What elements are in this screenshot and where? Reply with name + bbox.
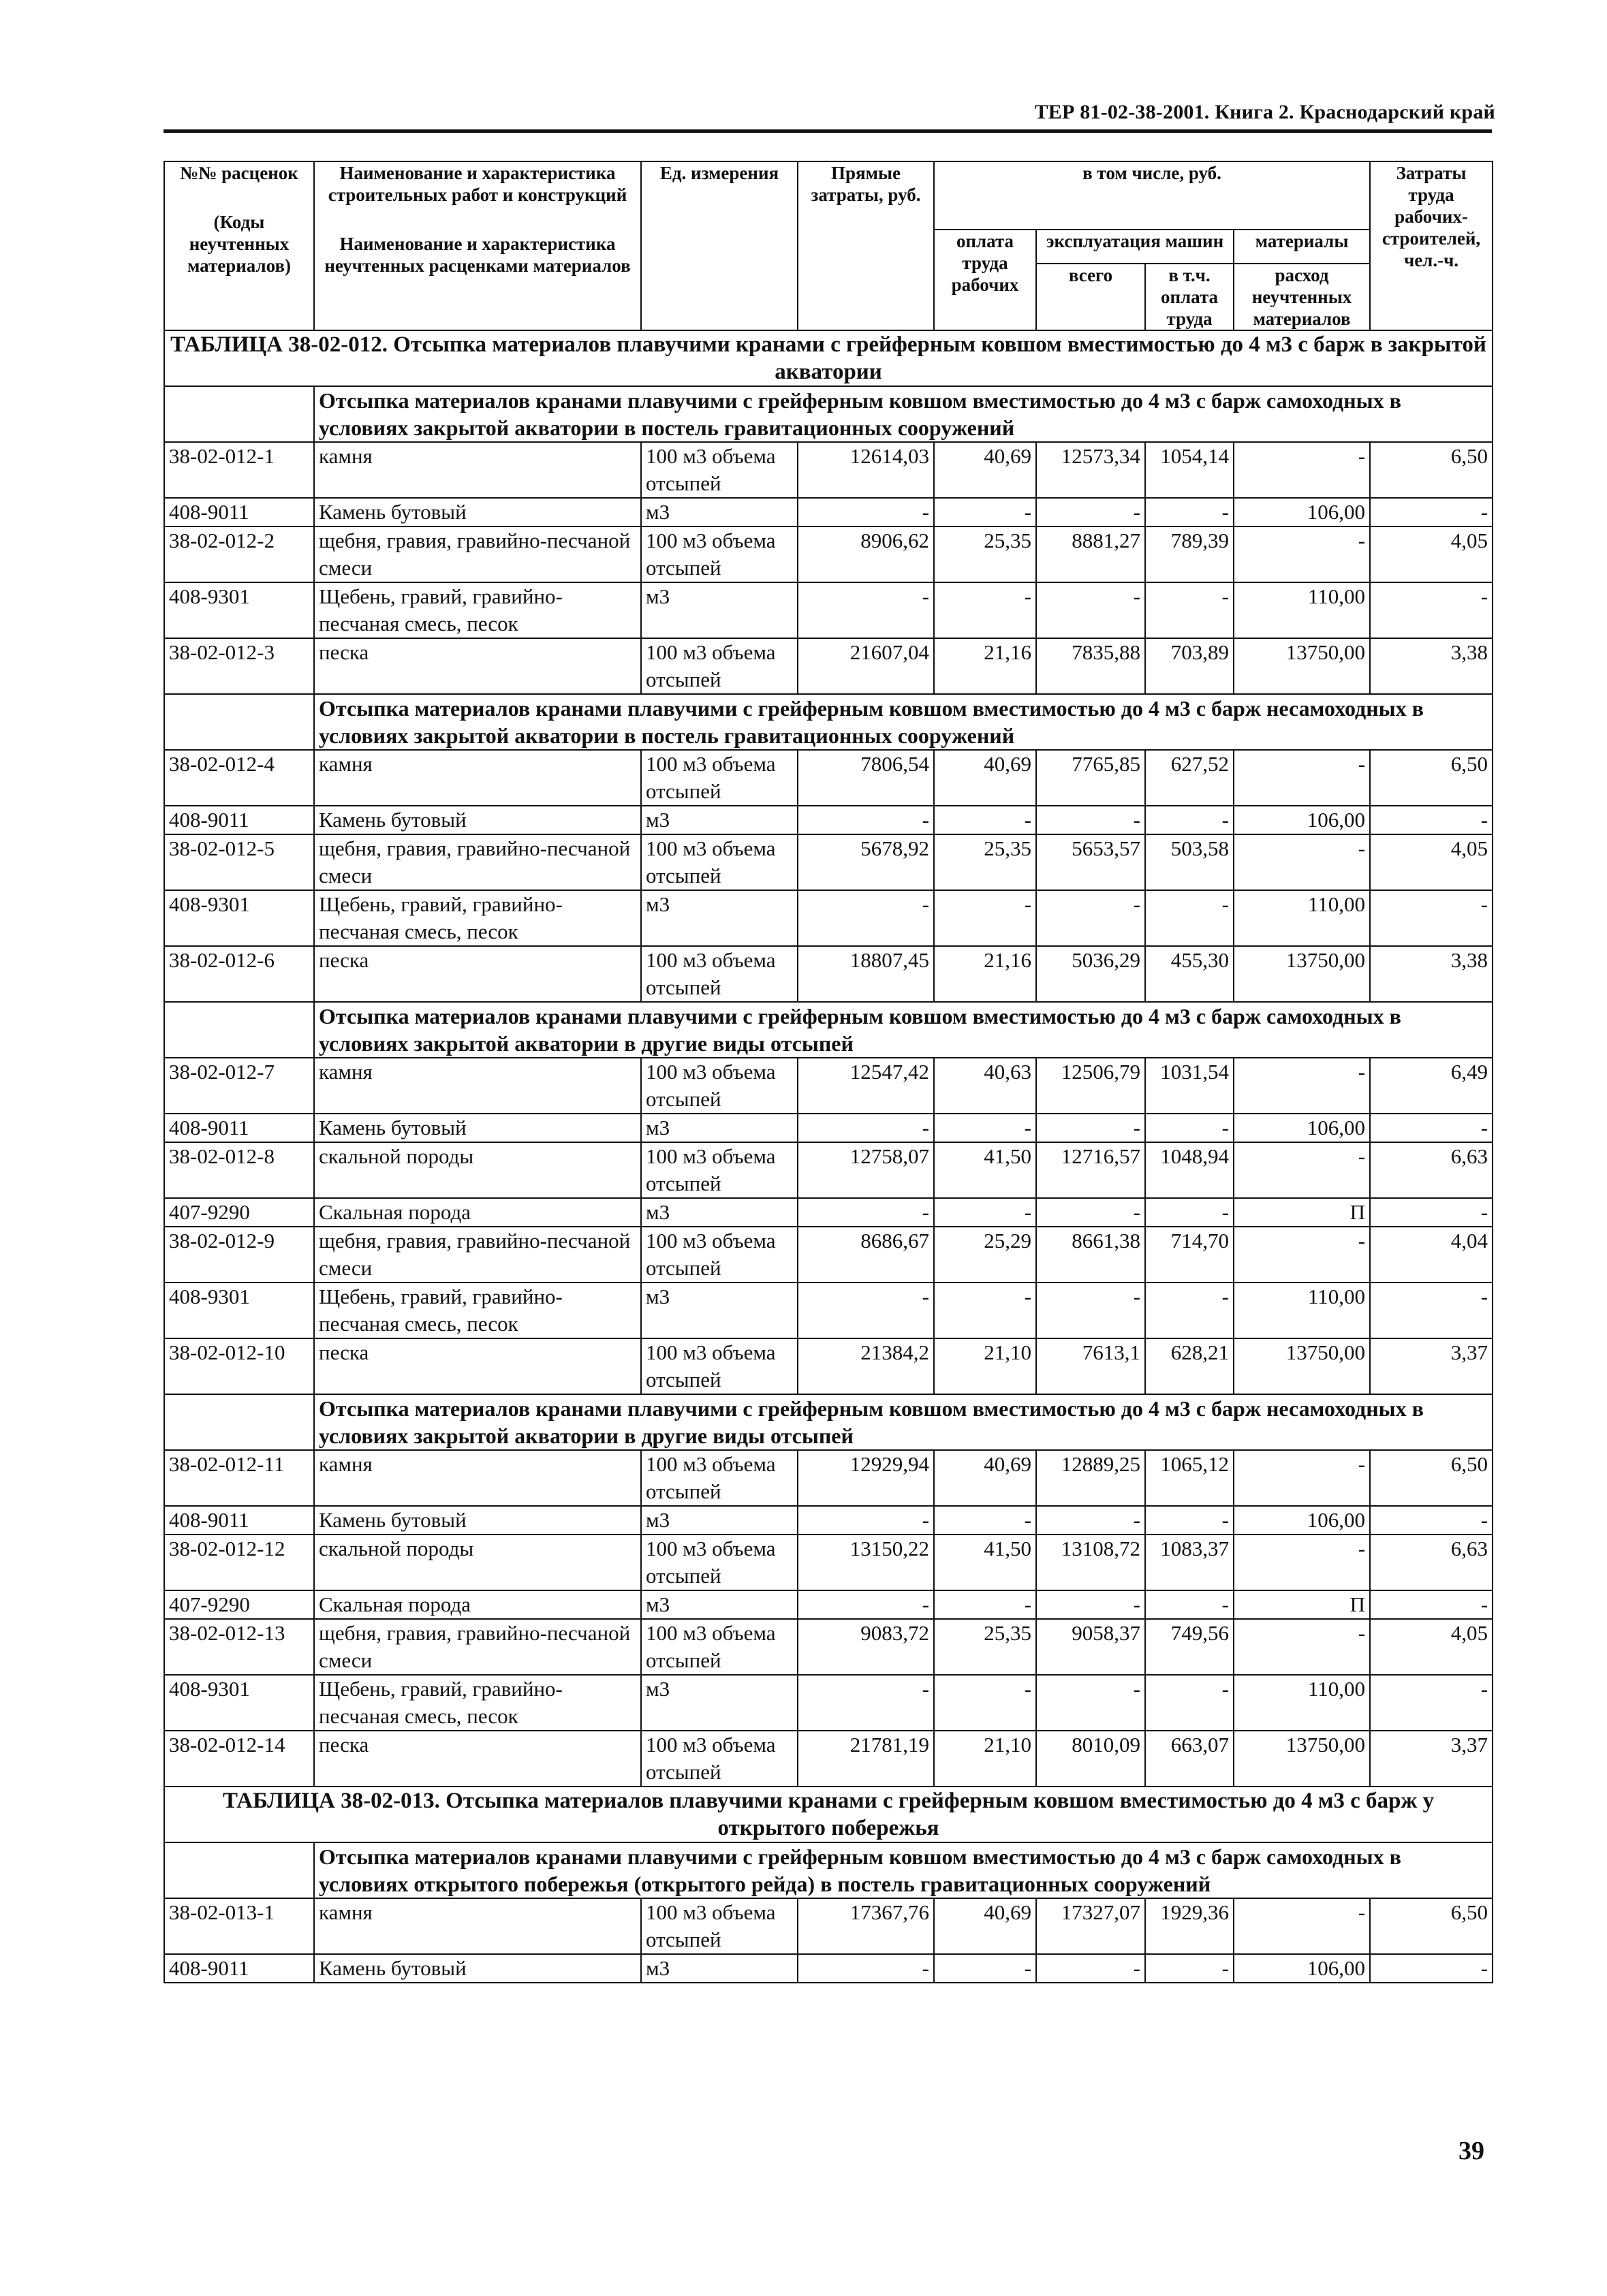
table-header bbox=[164, 161, 1493, 330]
labor-hours: 3,37 bbox=[1370, 1731, 1493, 1787]
unit-of-measure: м3 bbox=[641, 1283, 798, 1338]
unit-of-measure: 100 м3 объема отсыпей bbox=[641, 834, 798, 890]
labor-hours: 6,49 bbox=[1370, 1058, 1493, 1114]
machines-total: 12889,25 bbox=[1036, 1450, 1145, 1506]
machines-labor-pay: 627,52 bbox=[1145, 750, 1234, 806]
unit-of-measure: м3 bbox=[641, 1590, 798, 1619]
work-name: песка bbox=[314, 1731, 641, 1787]
labor-pay: 41,50 bbox=[934, 1535, 1036, 1590]
machines-labor-pay: - bbox=[1145, 1198, 1234, 1227]
machines-labor-pay: - bbox=[1145, 1506, 1234, 1535]
work-name: скальной породы bbox=[314, 1142, 641, 1198]
direct-costs: - bbox=[798, 582, 934, 638]
rate-code: 408-9011 bbox=[164, 498, 314, 526]
rate-code: 408-9011 bbox=[164, 1114, 314, 1142]
labor-hours: - bbox=[1370, 1114, 1493, 1142]
work-name: Камень бутовый bbox=[314, 1114, 641, 1142]
direct-costs: - bbox=[798, 1198, 934, 1227]
header-materials-sub: расход неучтенных материалов bbox=[1234, 264, 1370, 330]
rate-code: 408-9301 bbox=[164, 890, 314, 946]
machines-labor-pay: 1048,94 bbox=[1145, 1142, 1234, 1198]
machines-total: 8881,27 bbox=[1036, 526, 1145, 582]
table-row bbox=[164, 1338, 1493, 1394]
header-name: Наименование и характеристика строительных работ и конструкций Наименование и характеристика неучтенных расценками материалов bbox=[314, 161, 641, 330]
labor-pay: - bbox=[934, 1954, 1036, 1983]
labor-pay: 25,35 bbox=[934, 834, 1036, 890]
rate-code: 408-9011 bbox=[164, 1954, 314, 1983]
labor-pay: 25,35 bbox=[934, 1619, 1036, 1675]
header-machines-total: всего bbox=[1036, 264, 1145, 330]
rate-code: 38-02-012-8 bbox=[164, 1142, 314, 1198]
rate-code: 38-02-012-6 bbox=[164, 946, 314, 1002]
header-code: №№ расценок (Коды неучтенных материалов) bbox=[164, 161, 314, 330]
work-name: камня bbox=[314, 1058, 641, 1114]
table-row bbox=[164, 1450, 1493, 1506]
header-labor-pay: оплата труда рабочих bbox=[934, 230, 1036, 330]
table-row bbox=[164, 890, 1493, 946]
direct-costs: 7806,54 bbox=[798, 750, 934, 806]
direct-costs: 18807,45 bbox=[798, 946, 934, 1002]
labor-pay: 21,10 bbox=[934, 1731, 1036, 1787]
machines-total: 8010,09 bbox=[1036, 1731, 1145, 1787]
labor-hours: - bbox=[1370, 1506, 1493, 1535]
unit-of-measure: м3 bbox=[641, 1675, 798, 1731]
table-row bbox=[164, 1114, 1493, 1142]
direct-costs: 21384,2 bbox=[798, 1338, 934, 1394]
work-name: Скальная порода bbox=[314, 1590, 641, 1619]
labor-hours: 3,38 bbox=[1370, 638, 1493, 694]
machines-total: - bbox=[1036, 890, 1145, 946]
labor-pay: - bbox=[934, 1198, 1036, 1227]
direct-costs: - bbox=[798, 1590, 934, 1619]
section-code-cell bbox=[164, 1842, 314, 1898]
header-materials: материалы bbox=[1234, 230, 1370, 264]
section-row bbox=[164, 1394, 1493, 1450]
machines-total: - bbox=[1036, 498, 1145, 526]
header-unit: Ед. измерения bbox=[641, 161, 798, 330]
machines-labor-pay: 628,21 bbox=[1145, 1338, 1234, 1394]
materials: П bbox=[1234, 1590, 1370, 1619]
direct-costs: 12758,07 bbox=[798, 1142, 934, 1198]
machines-labor-pay: 455,30 bbox=[1145, 946, 1234, 1002]
section-code-cell bbox=[164, 386, 314, 442]
rate-code: 408-9011 bbox=[164, 806, 314, 834]
unit-of-measure: м3 bbox=[641, 498, 798, 526]
labor-hours: - bbox=[1370, 1198, 1493, 1227]
machines-labor-pay: 1054,14 bbox=[1145, 442, 1234, 498]
machines-total: - bbox=[1036, 1954, 1145, 1983]
machines-labor-pay: 749,56 bbox=[1145, 1619, 1234, 1675]
rate-code: 38-02-012-4 bbox=[164, 750, 314, 806]
materials: 106,00 bbox=[1234, 1954, 1370, 1983]
machines-total: - bbox=[1036, 1283, 1145, 1338]
machines-total: 7835,88 bbox=[1036, 638, 1145, 694]
materials: - bbox=[1234, 1227, 1370, 1283]
materials: 106,00 bbox=[1234, 806, 1370, 834]
table-title-row bbox=[164, 1787, 1493, 1842]
machines-labor-pay: 1929,36 bbox=[1145, 1898, 1234, 1954]
work-name: щебня, гравия, гравийно-песчаной смеси bbox=[314, 834, 641, 890]
direct-costs: - bbox=[798, 1675, 934, 1731]
machines-labor-pay: - bbox=[1145, 890, 1234, 946]
machines-total: 7765,85 bbox=[1036, 750, 1145, 806]
work-name: песка bbox=[314, 946, 641, 1002]
labor-hours: - bbox=[1370, 1675, 1493, 1731]
section-heading: Отсыпка материалов кранами плавучими с грейферным ковшом вместимостью до 4 м3 с барж самоходных в условиях открытого побережья (открытого рейда) в постель гравитационных сооружений bbox=[314, 1842, 1493, 1898]
table-row bbox=[164, 1675, 1493, 1731]
materials: 110,00 bbox=[1234, 890, 1370, 946]
labor-pay: 40,69 bbox=[934, 1898, 1036, 1954]
direct-costs: 12547,42 bbox=[798, 1058, 934, 1114]
work-name: Скальная порода bbox=[314, 1198, 641, 1227]
work-name: щебня, гравия, гравийно-песчаной смеси bbox=[314, 526, 641, 582]
unit-of-measure: 100 м3 объема отсыпей bbox=[641, 442, 798, 498]
table-row bbox=[164, 1590, 1493, 1619]
labor-hours: - bbox=[1370, 1283, 1493, 1338]
labor-pay: - bbox=[934, 1675, 1036, 1731]
table-row bbox=[164, 638, 1493, 694]
materials: - bbox=[1234, 1535, 1370, 1590]
work-name: Щебень, гравий, гравийно-песчаная смесь, песок bbox=[314, 890, 641, 946]
labor-pay: - bbox=[934, 1283, 1036, 1338]
direct-costs: 13150,22 bbox=[798, 1535, 934, 1590]
machines-labor-pay: - bbox=[1145, 1954, 1234, 1983]
table-row bbox=[164, 1058, 1493, 1114]
header-rule bbox=[163, 129, 1492, 133]
table-row bbox=[164, 1283, 1493, 1338]
rate-code: 408-9301 bbox=[164, 1283, 314, 1338]
unit-of-measure: 100 м3 объема отсыпей bbox=[641, 526, 798, 582]
header-machines-labor: в т.ч. оплата труда bbox=[1145, 264, 1234, 330]
machines-total: - bbox=[1036, 1675, 1145, 1731]
rate-code: 38-02-012-7 bbox=[164, 1058, 314, 1114]
direct-costs: 21781,19 bbox=[798, 1731, 934, 1787]
work-name: камня bbox=[314, 1898, 641, 1954]
materials: - bbox=[1234, 1619, 1370, 1675]
table-title-row bbox=[164, 330, 1493, 386]
machines-total: 5653,57 bbox=[1036, 834, 1145, 890]
machines-labor-pay: 1065,12 bbox=[1145, 1450, 1234, 1506]
rate-code: 38-02-012-14 bbox=[164, 1731, 314, 1787]
table-title: ТАБЛИЦА 38-02-012. Отсыпка материалов плавучими кранами с грейферным ковшом вместимостью до 4 м3 с барж в закрытой акватории bbox=[164, 330, 1493, 386]
rate-code: 38-02-013-1 bbox=[164, 1898, 314, 1954]
machines-labor-pay: - bbox=[1145, 1283, 1234, 1338]
table-title: ТАБЛИЦА 38-02-013. Отсыпка материалов плавучими кранами с грейферным ковшом вместимостью до 4 м3 с барж у открытого побережья bbox=[164, 1787, 1493, 1842]
section-code-cell bbox=[164, 1394, 314, 1450]
machines-total: - bbox=[1036, 582, 1145, 638]
machines-total: - bbox=[1036, 1506, 1145, 1535]
direct-costs: 8906,62 bbox=[798, 526, 934, 582]
rate-code: 408-9011 bbox=[164, 1506, 314, 1535]
materials: 106,00 bbox=[1234, 1114, 1370, 1142]
header-direct-costs: Прямые затраты, руб. bbox=[798, 161, 934, 330]
labor-pay: 25,29 bbox=[934, 1227, 1036, 1283]
machines-total: 17327,07 bbox=[1036, 1898, 1145, 1954]
direct-costs: - bbox=[798, 806, 934, 834]
unit-of-measure: 100 м3 объема отсыпей bbox=[641, 1619, 798, 1675]
direct-costs: 8686,67 bbox=[798, 1227, 934, 1283]
unit-of-measure: 100 м3 объема отсыпей bbox=[641, 946, 798, 1002]
labor-hours: 6,63 bbox=[1370, 1535, 1493, 1590]
direct-costs: 9083,72 bbox=[798, 1619, 934, 1675]
machines-labor-pay: 503,58 bbox=[1145, 834, 1234, 890]
labor-hours: 3,37 bbox=[1370, 1338, 1493, 1394]
table-row bbox=[164, 1619, 1493, 1675]
rate-code: 38-02-012-12 bbox=[164, 1535, 314, 1590]
table-body bbox=[164, 330, 1493, 1983]
direct-costs: - bbox=[798, 890, 934, 946]
rate-code: 407-9290 bbox=[164, 1590, 314, 1619]
unit-of-measure: 100 м3 объема отсыпей bbox=[641, 638, 798, 694]
materials: 110,00 bbox=[1234, 1675, 1370, 1731]
table-row bbox=[164, 834, 1493, 890]
materials: - bbox=[1234, 1450, 1370, 1506]
work-name: щебня, гравия, гравийно-песчаной смеси bbox=[314, 1227, 641, 1283]
table-row bbox=[164, 526, 1493, 582]
unit-of-measure: м3 bbox=[641, 1506, 798, 1535]
labor-hours: - bbox=[1370, 1590, 1493, 1619]
unit-of-measure: 100 м3 объема отсыпей bbox=[641, 1338, 798, 1394]
section-code-cell bbox=[164, 1002, 314, 1058]
unit-of-measure: 100 м3 объема отсыпей bbox=[641, 1142, 798, 1198]
work-name: Камень бутовый bbox=[314, 498, 641, 526]
labor-hours: 4,05 bbox=[1370, 526, 1493, 582]
machines-total: 12506,79 bbox=[1036, 1058, 1145, 1114]
machines-total: - bbox=[1036, 1590, 1145, 1619]
rate-code: 408-9301 bbox=[164, 1675, 314, 1731]
materials: 106,00 bbox=[1234, 1506, 1370, 1535]
labor-hours: 6,50 bbox=[1370, 442, 1493, 498]
work-name: Камень бутовый bbox=[314, 1506, 641, 1535]
unit-of-measure: 100 м3 объема отсыпей bbox=[641, 1227, 798, 1283]
labor-pay: - bbox=[934, 1506, 1036, 1535]
direct-costs: - bbox=[798, 498, 934, 526]
section-row bbox=[164, 386, 1493, 442]
machines-labor-pay: - bbox=[1145, 1590, 1234, 1619]
labor-pay: - bbox=[934, 498, 1036, 526]
labor-pay: - bbox=[934, 1114, 1036, 1142]
unit-of-measure: м3 bbox=[641, 806, 798, 834]
table-row bbox=[164, 1506, 1493, 1535]
running-header: ТЕР 81-02-38-2001. Книга 2. Краснодарский край bbox=[1034, 101, 1495, 123]
work-name: песка bbox=[314, 1338, 641, 1394]
work-name: Камень бутовый bbox=[314, 806, 641, 834]
machines-total: 12716,57 bbox=[1036, 1142, 1145, 1198]
materials: 13750,00 bbox=[1234, 1731, 1370, 1787]
header-machines: эксплуатация машин bbox=[1036, 230, 1234, 264]
unit-of-measure: м3 bbox=[641, 582, 798, 638]
direct-costs: 12614,03 bbox=[798, 442, 934, 498]
materials: - bbox=[1234, 1058, 1370, 1114]
unit-of-measure: 100 м3 объема отсыпей bbox=[641, 750, 798, 806]
labor-hours: 6,50 bbox=[1370, 1450, 1493, 1506]
table-row bbox=[164, 498, 1493, 526]
table-row bbox=[164, 1954, 1493, 1983]
table-row bbox=[164, 1898, 1493, 1954]
rate-code: 38-02-012-3 bbox=[164, 638, 314, 694]
work-name: Камень бутовый bbox=[314, 1954, 641, 1983]
table-row bbox=[164, 946, 1493, 1002]
section-heading: Отсыпка материалов кранами плавучими с грейферным ковшом вместимостью до 4 м3 с барж несамоходных в условиях закрытой акватории в другие виды отсыпей bbox=[314, 1394, 1493, 1450]
work-name: песка bbox=[314, 638, 641, 694]
direct-costs: - bbox=[798, 1506, 934, 1535]
work-name: Щебень, гравий, гравийно-песчаная смесь, песок bbox=[314, 1675, 641, 1731]
direct-costs: 21607,04 bbox=[798, 638, 934, 694]
work-name: Щебень, гравий, гравийно-песчаная смесь, песок bbox=[314, 582, 641, 638]
table-row bbox=[164, 806, 1493, 834]
materials: - bbox=[1234, 526, 1370, 582]
machines-labor-pay: - bbox=[1145, 1114, 1234, 1142]
materials: 13750,00 bbox=[1234, 946, 1370, 1002]
labor-hours: 6,50 bbox=[1370, 1898, 1493, 1954]
rates-table bbox=[163, 161, 1493, 1983]
table-row bbox=[164, 1142, 1493, 1198]
machines-total: - bbox=[1036, 806, 1145, 834]
labor-pay: 40,69 bbox=[934, 1450, 1036, 1506]
labor-pay: 41,50 bbox=[934, 1142, 1036, 1198]
labor-hours: - bbox=[1370, 582, 1493, 638]
materials: - bbox=[1234, 834, 1370, 890]
table-row bbox=[164, 442, 1493, 498]
header-labor-hours: Затраты труда рабочих-строителей, чел.-ч. bbox=[1370, 161, 1493, 330]
rate-code: 407-9290 bbox=[164, 1198, 314, 1227]
labor-hours: 4,04 bbox=[1370, 1227, 1493, 1283]
labor-hours: 6,63 bbox=[1370, 1142, 1493, 1198]
labor-hours: - bbox=[1370, 890, 1493, 946]
unit-of-measure: м3 bbox=[641, 1114, 798, 1142]
machines-total: 7613,1 bbox=[1036, 1338, 1145, 1394]
labor-hours: 4,05 bbox=[1370, 1619, 1493, 1675]
unit-of-measure: 100 м3 объема отсыпей bbox=[641, 1535, 798, 1590]
labor-pay: 21,16 bbox=[934, 638, 1036, 694]
machines-labor-pay: 663,07 bbox=[1145, 1731, 1234, 1787]
table-row bbox=[164, 750, 1493, 806]
rate-code: 38-02-012-11 bbox=[164, 1450, 314, 1506]
direct-costs: 12929,94 bbox=[798, 1450, 934, 1506]
machines-labor-pay: - bbox=[1145, 1675, 1234, 1731]
machines-total: 8661,38 bbox=[1036, 1227, 1145, 1283]
table-row bbox=[164, 1535, 1493, 1590]
rate-code: 38-02-012-5 bbox=[164, 834, 314, 890]
machines-total: - bbox=[1036, 1114, 1145, 1142]
work-name: щебня, гравия, гравийно-песчаной смеси bbox=[314, 1619, 641, 1675]
section-code-cell bbox=[164, 694, 314, 750]
rate-code: 38-02-012-10 bbox=[164, 1338, 314, 1394]
direct-costs: - bbox=[798, 1114, 934, 1142]
labor-hours: 4,05 bbox=[1370, 834, 1493, 890]
work-name: камня bbox=[314, 750, 641, 806]
direct-costs: 17367,76 bbox=[798, 1898, 934, 1954]
table-row bbox=[164, 1227, 1493, 1283]
labor-pay: - bbox=[934, 890, 1036, 946]
section-row bbox=[164, 1002, 1493, 1058]
rate-code: 38-02-012-9 bbox=[164, 1227, 314, 1283]
machines-labor-pay: 789,39 bbox=[1145, 526, 1234, 582]
labor-hours: - bbox=[1370, 498, 1493, 526]
section-heading: Отсыпка материалов кранами плавучими с грейферным ковшом вместимостью до 4 м3 с барж самоходных в условиях закрытой акватории в постель гравитационных сооружений bbox=[314, 386, 1493, 442]
unit-of-measure: 100 м3 объема отсыпей bbox=[641, 1450, 798, 1506]
unit-of-measure: м3 bbox=[641, 1954, 798, 1983]
materials: 13750,00 bbox=[1234, 1338, 1370, 1394]
materials: - bbox=[1234, 1142, 1370, 1198]
machines-labor-pay: - bbox=[1145, 582, 1234, 638]
machines-total: 13108,72 bbox=[1036, 1535, 1145, 1590]
labor-pay: 40,63 bbox=[934, 1058, 1036, 1114]
machines-labor-pay: 1083,37 bbox=[1145, 1535, 1234, 1590]
table-row bbox=[164, 582, 1493, 638]
materials: 110,00 bbox=[1234, 1283, 1370, 1338]
table-row bbox=[164, 1198, 1493, 1227]
unit-of-measure: м3 bbox=[641, 890, 798, 946]
section-heading: Отсыпка материалов кранами плавучими с грейферным ковшом вместимостью до 4 м3 с барж самоходных в условиях закрытой акватории в другие виды отсыпей bbox=[314, 1002, 1493, 1058]
labor-pay: 21,16 bbox=[934, 946, 1036, 1002]
work-name: камня bbox=[314, 1450, 641, 1506]
table-row bbox=[164, 1731, 1493, 1787]
rate-code: 38-02-012-2 bbox=[164, 526, 314, 582]
machines-labor-pay: 714,70 bbox=[1145, 1227, 1234, 1283]
labor-hours: - bbox=[1370, 806, 1493, 834]
labor-hours: - bbox=[1370, 1954, 1493, 1983]
labor-pay: 21,10 bbox=[934, 1338, 1036, 1394]
work-name: камня bbox=[314, 442, 641, 498]
unit-of-measure: 100 м3 объема отсыпей bbox=[641, 1058, 798, 1114]
machines-labor-pay: - bbox=[1145, 806, 1234, 834]
rate-code: 408-9301 bbox=[164, 582, 314, 638]
labor-pay: 25,35 bbox=[934, 526, 1036, 582]
section-row bbox=[164, 694, 1493, 750]
materials: П bbox=[1234, 1198, 1370, 1227]
work-name: Щебень, гравий, гравийно-песчаная смесь, песок bbox=[314, 1283, 641, 1338]
materials: - bbox=[1234, 750, 1370, 806]
materials: 110,00 bbox=[1234, 582, 1370, 638]
rate-code: 38-02-012-13 bbox=[164, 1619, 314, 1675]
materials: - bbox=[1234, 442, 1370, 498]
materials: 106,00 bbox=[1234, 498, 1370, 526]
machines-labor-pay: - bbox=[1145, 498, 1234, 526]
page-number: 39 bbox=[1458, 2137, 1484, 2165]
direct-costs: - bbox=[798, 1954, 934, 1983]
labor-hours: 3,38 bbox=[1370, 946, 1493, 1002]
section-row bbox=[164, 1842, 1493, 1898]
labor-pay: 40,69 bbox=[934, 750, 1036, 806]
machines-labor-pay: 703,89 bbox=[1145, 638, 1234, 694]
rate-code: 38-02-012-1 bbox=[164, 442, 314, 498]
machines-total: 9058,37 bbox=[1036, 1619, 1145, 1675]
machines-total: 12573,34 bbox=[1036, 442, 1145, 498]
labor-pay: - bbox=[934, 582, 1036, 638]
materials: 13750,00 bbox=[1234, 638, 1370, 694]
unit-of-measure: м3 bbox=[641, 1198, 798, 1227]
labor-pay: - bbox=[934, 1590, 1036, 1619]
unit-of-measure: 100 м3 объема отсыпей bbox=[641, 1731, 798, 1787]
section-heading: Отсыпка материалов кранами плавучими с грейферным ковшом вместимостью до 4 м3 с барж несамоходных в условиях закрытой акватории в постель гравитационных сооружений bbox=[314, 694, 1493, 750]
labor-pay: - bbox=[934, 806, 1036, 834]
materials: - bbox=[1234, 1898, 1370, 1954]
header-including: в том числе, руб. bbox=[934, 161, 1370, 230]
machines-labor-pay: 1031,54 bbox=[1145, 1058, 1234, 1114]
labor-hours: 6,50 bbox=[1370, 750, 1493, 806]
direct-costs: 5678,92 bbox=[798, 834, 934, 890]
labor-pay: 40,69 bbox=[934, 442, 1036, 498]
unit-of-measure: 100 м3 объема отсыпей bbox=[641, 1898, 798, 1954]
direct-costs: - bbox=[798, 1283, 934, 1338]
machines-total: 5036,29 bbox=[1036, 946, 1145, 1002]
machines-total: - bbox=[1036, 1198, 1145, 1227]
work-name: скальной породы bbox=[314, 1535, 641, 1590]
